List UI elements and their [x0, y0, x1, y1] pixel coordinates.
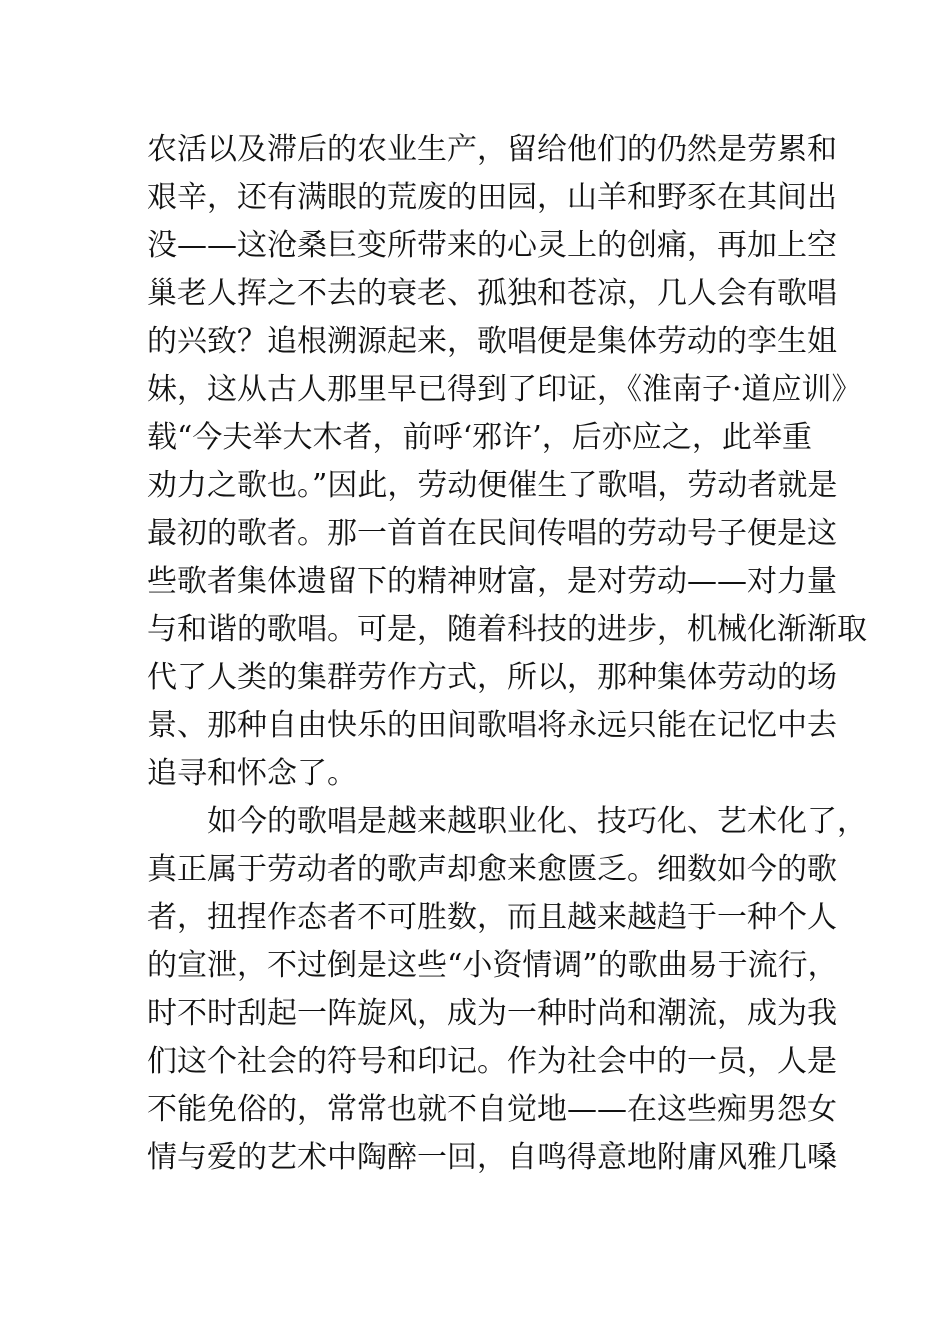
- text-line: 的兴致？追根溯源起来，歌唱便是集体劳动的孪生姐: [147, 324, 837, 359]
- text-line: 巢老人挥之不去的衰老、孤独和苍凉，几人会有歌唱: [147, 276, 837, 311]
- text-line: 最初的歌者。那一首首在民间传唱的劳动号子便是这: [147, 516, 837, 551]
- text-line: 们这个社会的符号和印记。作为社会中的一员，人是: [147, 1044, 837, 1079]
- text-line: 农活以及滞后的农业生产，留给他们的仍然是劳累和: [147, 132, 837, 167]
- text-line: 真正属于劳动者的歌声却愈来愈匮乏。细数如今的歌: [147, 852, 837, 887]
- text-line: 载“今夫举大木者，前呼‘邪许’，后亦应之，此举重: [147, 420, 812, 455]
- text-line: 些歌者集体遗留下的精神财富，是对劳动——对力量: [147, 564, 837, 599]
- paragraph-2: [147, 798, 867, 1182]
- text-line: 情与爱的艺术中陶醉一回，自鸣得意地附庸风雅几嗓: [147, 1140, 837, 1175]
- body-text: [147, 126, 867, 1182]
- text-line: 妹，这从古人那里早已得到了印证，《淮南子·道应训》: [147, 372, 862, 407]
- text-line: 的宣泄，不过倒是这些“小资情调”的歌曲易于流行，: [147, 948, 838, 983]
- text-line: 者，扭捏作态者不可胜数，而且越来越趋于一种个人: [147, 900, 837, 935]
- text-line: 劝力之歌也。”因此，劳动便催生了歌唱，劳动者就是: [147, 468, 838, 503]
- text-line: 没——这沧桑巨变所带来的心灵上的创痛，再加上空: [147, 228, 837, 263]
- text-line: 艰辛，还有满眼的荒废的田园，山羊和野豕在其间出: [147, 180, 837, 215]
- text-line: 代了人类的集群劳作方式，所以，那种集体劳动的场: [147, 660, 837, 695]
- text-line: 与和谐的歌唱。可是，随着科技的进步，机械化渐渐取: [147, 612, 867, 647]
- text-line: 不能免俗的，常常也就不自觉地——在这些痴男怨女: [147, 1092, 837, 1127]
- text-line: 时不时刮起一阵旋风，成为一种时尚和潮流，成为我: [147, 996, 837, 1031]
- text-line: 追寻和怀念了。: [147, 756, 357, 791]
- text-line: 如今的歌唱是越来越职业化、技巧化、艺术化了，: [207, 804, 867, 839]
- text-line: 景、那种自由快乐的田间歌唱将永远只能在记忆中去: [147, 708, 837, 743]
- paragraph-1: [147, 126, 867, 798]
